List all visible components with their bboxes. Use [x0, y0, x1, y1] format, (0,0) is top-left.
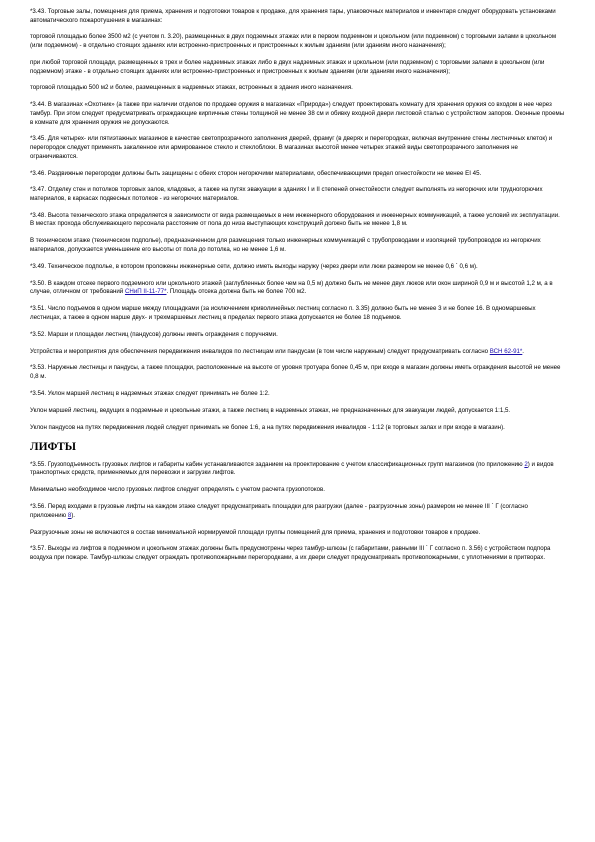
paragraph-text: Устройства и мероприятия для обеспечения передвижения инвалидов по лестницам или пандусам (в том числе наружным) следует предусматривать согласно — [30, 347, 490, 355]
section-heading: ЛИФТЫ — [30, 440, 77, 453]
paragraph-text: . Площадь отсека должна быть не более 700 м2. — [166, 288, 307, 296]
paragraph — [30, 280, 565, 297]
paragraph — [30, 503, 565, 520]
paragraph: Уклон пандусов на путях передвижения людей следует принимать не более 1:6, а на путях передвижения инвалидов - 1:12 (в торговых залах и при входе в магазин). — [30, 423, 505, 431]
paragraph: *3.45. Для четырех- или пятиэтажных магазинов в качестве светопрозрачного заполнения дверей, фрамуг (в дверях и перегородках, включая внутренние стены лестничных клеток) и перегородок следует применять закаленное или армированное стекло и стеклоблоки. В магазинах высотой менее четырех этажей виды светопрозрачного заполнения не ограничиваются. — [30, 135, 553, 160]
paragraph: при любой торговой площади, размещенных в трех и более надземных этажах либо в двух надземных этажах и цокольном (или подземном) с торговыми залами в цокольном (или подземном) этаже - в отдельно стоящих зданиях или встроенно-пристроенных и пристроенных к жилым зданиям (или зданиям иного назначения); — [30, 58, 545, 75]
paragraph — [30, 348, 565, 357]
paragraph: *3.46. Раздвижные перегородки должны быть защищены с обеих сторон негорючими материалами, обеспечивающими предел огнестойкости не менее EI 45. — [30, 169, 482, 177]
paragraph: *3.51. Число подъемов в одном марше между площадками (за исключением криволинейных лестниц согласно п. 3.35) должно быть не менее 3 и не более 16. В одномаршевых лестницах, а также в одном марше двух- и трехмаршевых лестниц в пределах первого этажа допускается не более 18 подъемов. — [30, 305, 536, 321]
paragraph: *3.47. Отделку стен и потолков торговых залов, кладовых, а также на путях эвакуации в зданиях I и II степеней огнестойкости следует выполнять из негорючих или трудногорючих материалов, в каркасах подвесных потолков - из негорючих материалов. — [30, 186, 543, 202]
paragraph-text: . — [522, 347, 525, 355]
paragraph-text: ). — [71, 511, 76, 519]
paragraph: *3.57. Выходы из лифтов в подземном и цокольном этажах должны быть предусмотрены через тамбур-шлюзы (с габаритами, равными III ´ Г согласно п. 3.56) с устройством подпора воздуха при пожаре. Тамбур-шлюзы следует ограждать противопожарными перегородками, а их двери следует предусматривать противопожарными, с уплотнениями в притворах. — [30, 545, 551, 561]
paragraph: Минимально необходимое число грузовых лифтов следует определять с учетом расчета грузопотоков. — [30, 486, 325, 494]
reference-link[interactable]: ВСН 62-91* — [489, 347, 523, 355]
paragraph: торговой площадью более 3500 м2 (с учетом п. 3.20), размещенных в двух подземных этажах или в первом подземном и цокольном (или подземном) с торговыми залами в цокольном (или подземном) - в отдельно стоящих зданиях или встроенно-пристроенных и пристроенных к жилым зданиям (или зданиям иного назначения); — [30, 33, 557, 50]
paragraph: *3.54. Уклон маршей лестниц в надземных этажах следует принимать не более 1:2. — [30, 389, 270, 397]
document-page — [30, 8, 565, 571]
paragraph-text: ) и видов транспортных средств, применяемых для перевозки и загрузки лифтов. — [30, 460, 554, 477]
paragraph: *3.53. Наружные лестницы и пандусы, а также площадки, расположенные на высоте от уровня тротуара более 0,45 м, при входе в магазин должны иметь ограждения высотой не менее 0,8 м. — [30, 364, 561, 381]
paragraph: В техническом этаже (техническом подполье), предназначенном для размещения только инженерных коммуникаций с трубопроводами и изоляцией трубопроводов из негорючих материалов, допускается уменьшение его высоты от пола до потолка, но не менее 1,6 м. — [30, 237, 541, 253]
paragraph: *3.44. В магазинах «Охотник» (а также при наличии отделов по продаже оружия в магазинах «Природа») следует проектировать комнату для хранения оружия со входом в нее через тамбур. При этом следует предусматривать ограждающие кирпичные стены толщиной не менее 38 см и обивку входной двери листовой сталью с устройством запоров. Оконные проемы в комнате для хранения оружия не допускаются. — [30, 101, 565, 126]
paragraph — [30, 461, 565, 478]
reference-link[interactable]: 2 — [524, 460, 528, 468]
reference-link[interactable]: 8 — [67, 511, 72, 519]
paragraph: *3.49. Техническое подполье, в котором проложены инженерные сети, должно иметь выходы наружу (через двери или люки размером не менее 0,6 ´ 0,6 м). — [30, 262, 478, 270]
paragraph: торговой площадью 500 м2 и более, размещенных в надземных этажах, встроенных в здания иного назначения. — [30, 84, 353, 92]
paragraph: *3.48. Высота технического этажа определяется в зависимости от вида размещаемых в нем инженерного оборудования и инженерных коммуникаций, а также условий их эксплуатации. В местах прохода обслуживающего персонала расстояние от пола до низа выступающих конструкций должно быть не менее 1,8 м. — [30, 211, 560, 228]
reference-link[interactable]: СНиП II-11-77* — [124, 288, 167, 296]
paragraph: *3.52. Марши и площадки лестниц (пандусов) должны иметь ограждения с поручнями. — [30, 330, 278, 338]
paragraph: *3.43. Торговые залы, помещения для приема, хранения и подготовки товаров к продаже, для хранения тары, упаковочных материалов и инвентаря следует оборудовать установками автоматического пожаротушения в магазинах: — [30, 8, 556, 24]
paragraph-text: *3.50. В каждом отсеке первого подземного или цокольного этажей (заглубленных более чем на 0,5 м) должно быть не менее двух люков или окон шириной 0,9 м и высотой 1,2 м, а в случае, отличном от требований — [30, 279, 553, 296]
paragraph-text: *3.56. Перед входами в грузовые лифты на каждом этаже следует предусматривать площадки для разгрузки (далее - разгрузочные зоны) размером не менее III ´ Г (согласно приложению — [30, 503, 528, 519]
paragraph-text: *3.55. Грузоподъемность грузовых лифтов и габариты кабин устанавливаются заданием на проектирование с учетом классификационных групп магазинов (по приложению — [30, 460, 525, 468]
paragraph: Уклон маршей лестниц, ведущих в подземные и цокольные этажи, а также лестниц в надземных этажах, не предназначенных для эвакуации людей, допускается 1:1,5. — [30, 406, 511, 414]
paragraph: Разгрузочные зоны не включаются в состав минимальной нормируемой площади группы помещений для приема, хранения и подготовки товаров к продаже. — [30, 528, 481, 536]
